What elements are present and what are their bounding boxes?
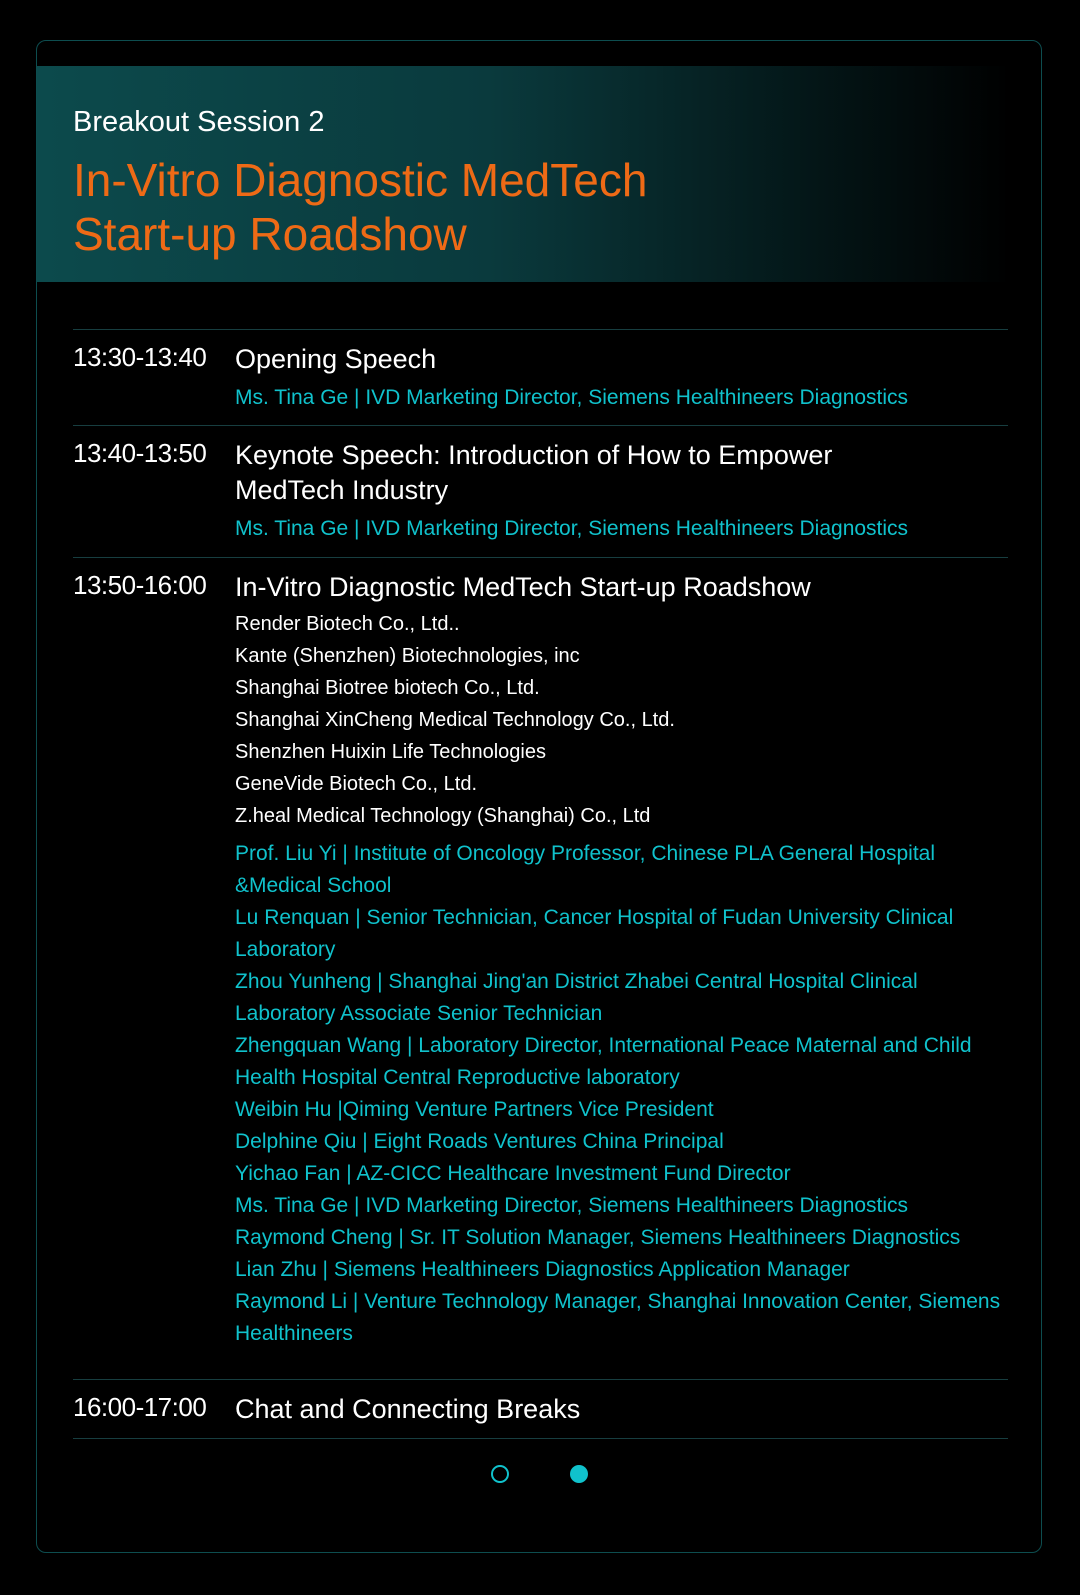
speaker-item: Raymond Li | Venture Technology Manager, Shanghai Innovation Center, Siemens Healthineers <box>235 1290 1001 1345</box>
session-label: Breakout Session 2 <box>73 106 325 138</box>
speaker-item: Raymond Cheng | Sr. IT Solution Manager, Siemens Healthineers Diagnostics <box>235 1226 961 1249</box>
agenda-title: In-Vitro Diagnostic MedTech Start-up Roadshow <box>235 572 811 602</box>
pagination-dot-1[interactable] <box>491 1465 509 1483</box>
company-item: Kante (Shenzhen) Biotechnologies, inc <box>235 645 580 667</box>
speaker-list <box>235 838 1008 1350</box>
company-item: Z.heal Medical Technology (Shanghai) Co., Ltd <box>235 805 651 827</box>
company-item: Shenzhen Huixin Life Technologies <box>235 741 546 763</box>
agenda-row-roadshow <box>73 558 1008 1380</box>
agenda-title: Chat and Connecting Breaks <box>235 1394 581 1424</box>
company-item: Render Biotech Co., Ltd.. <box>235 613 460 635</box>
pagination-dots <box>37 1465 1041 1489</box>
agenda-row-keynote <box>73 426 1008 558</box>
session-title: In-Vitro Diagnostic MedTech Start-up Roadshow <box>73 154 648 260</box>
speaker-item: Lu Renquan | Senior Technician, Cancer Hospital of Fudan University Clinical Laboratory <box>235 906 954 961</box>
agenda-time: 13:40-13:50 <box>73 438 207 468</box>
agenda-list <box>73 329 1008 1439</box>
speaker-item: Zhou Yunheng | Shanghai Jing'an District Zhabei Central Hospital Clinical Laboratory Associate Senior Technician <box>235 970 918 1025</box>
company-list <box>235 608 1008 832</box>
agenda-row-breaks <box>73 1380 1008 1439</box>
speaker-item: Delphine Qiu | Eight Roads Ventures China Principal <box>235 1130 724 1153</box>
speaker-item: Zhengquan Wang | Laboratory Director, International Peace Maternal and Child Health Hospital Central Reproductive laboratory <box>235 1034 972 1089</box>
session-header-banner <box>37 66 1041 282</box>
agenda-title: Opening Speech <box>235 344 437 374</box>
speaker-item: Yichao Fan | AZ-CICC Healthcare Investment Fund Director <box>235 1162 791 1185</box>
agenda-time: 16:00-17:00 <box>73 1392 207 1422</box>
speaker-item: Ms. Tina Ge | IVD Marketing Director, Siemens Healthineers Diagnostics <box>235 1194 909 1217</box>
agenda-row-opening <box>73 330 1008 426</box>
agenda-speaker: Ms. Tina Ge | IVD Marketing Director, Siemens Healthineers Diagnostics <box>235 517 909 540</box>
pagination-dot-2-active[interactable] <box>570 1465 588 1483</box>
agenda-time: 13:50-16:00 <box>73 570 207 600</box>
agenda-speaker: Ms. Tina Ge | IVD Marketing Director, Siemens Healthineers Diagnostics <box>235 386 909 409</box>
company-item: Shanghai Biotree biotech Co., Ltd. <box>235 677 540 699</box>
speaker-item: Lian Zhu | Siemens Healthineers Diagnostics Application Manager <box>235 1258 850 1281</box>
company-item: Shanghai XinCheng Medical Technology Co., Ltd. <box>235 709 675 731</box>
speaker-item: Weibin Hu |Qiming Venture Partners Vice President <box>235 1098 714 1121</box>
company-item: GeneVide Biotech Co., Ltd. <box>235 773 478 795</box>
agenda-title: Keynote Speech: Introduction of How to Empower MedTech Industry <box>235 440 833 505</box>
session-card <box>36 40 1042 1553</box>
speaker-item: Prof. Liu Yi | Institute of Oncology Professor, Chinese PLA General Hospital &Medical School <box>235 842 935 897</box>
agenda-time: 13:30-13:40 <box>73 342 207 372</box>
